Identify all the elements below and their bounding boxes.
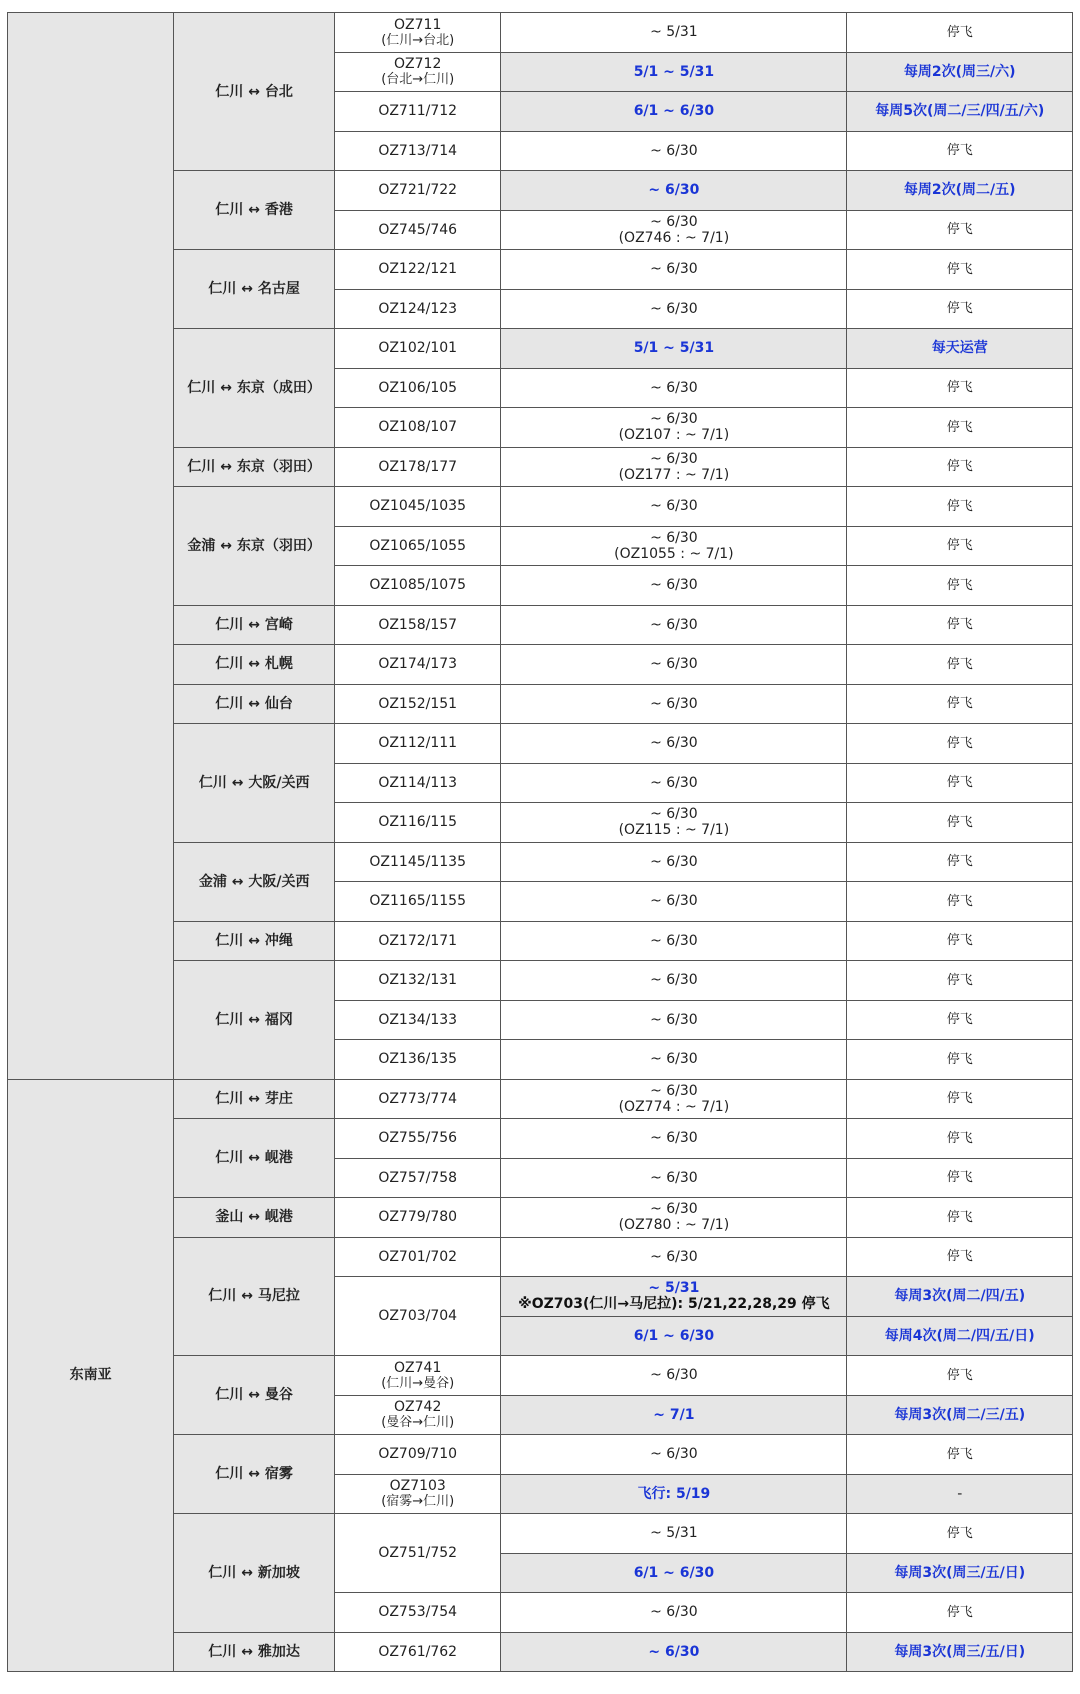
period-text: 6/1 ~ 6/30 [633, 1327, 715, 1344]
period-cell [501, 250, 847, 290]
period-cell [501, 408, 847, 448]
status-text: 每天运营 [931, 340, 988, 357]
status-cell [847, 1395, 1073, 1435]
flight-number: OZ178/177 [378, 458, 458, 475]
flight-number-cell [335, 210, 501, 250]
period-text: ~ 7/1 [653, 1406, 695, 1423]
period-text: ~ 6/30 [650, 1446, 698, 1463]
status-cell [847, 1000, 1073, 1040]
status-cell [847, 1435, 1073, 1475]
period-text: 6/1 ~ 6/30 [633, 1564, 715, 1581]
status-text: 停飞 [946, 1091, 973, 1107]
flight-number: OZ132/131 [378, 972, 458, 989]
period-cell [501, 1553, 847, 1593]
flight-number: OZ116/115 [378, 814, 458, 831]
period-cell [501, 526, 847, 566]
route-cell: 仁川 ↔ 东京（羽田） [174, 447, 335, 487]
period-text: ~ 6/30 [650, 853, 698, 870]
period-cell [501, 1158, 847, 1198]
flight-number-cell [335, 526, 501, 566]
route-cell: 仁川 ↔ 名古屋 [174, 250, 335, 329]
period-text: 飞行: 5/19 [637, 1485, 711, 1502]
flight-schedule-table [7, 12, 1073, 1672]
route-cell: 仁川 ↔ 马尼拉 [174, 1237, 335, 1356]
status-text: 每周4次(周二/四/五/日) [884, 1327, 1035, 1344]
status-cell [847, 566, 1073, 606]
period-text: ~ 5/31 [648, 1280, 700, 1297]
period-text: ~ 6/30 [650, 1367, 698, 1384]
flight-number: OZ753/754 [378, 1604, 458, 1621]
period-cell [501, 605, 847, 645]
period-text: ~ 6/30 [650, 261, 698, 278]
flight-number-cell [335, 645, 501, 685]
status-cell [847, 1474, 1073, 1514]
period-text: 5/1 ~ 5/31 [633, 63, 715, 80]
period-cell [501, 1040, 847, 1080]
flight-direction: (仁川→曼谷) [381, 1375, 455, 1391]
region-cell: 东南亚 [8, 1079, 174, 1672]
period-text: ~ 6/30 [650, 411, 698, 428]
flight-number-cell [335, 921, 501, 961]
route-cell: 仁川 ↔ 曼谷 [174, 1356, 335, 1435]
status-cell [847, 1356, 1073, 1396]
flight-number-cell [335, 1079, 501, 1119]
status-text: 停飞 [946, 1525, 973, 1541]
flight-number: OZ158/157 [378, 616, 458, 633]
period-cell [501, 961, 847, 1001]
status-cell [847, 487, 1073, 527]
flight-number-cell [335, 566, 501, 606]
status-cell [847, 408, 1073, 448]
period-text: ~ 6/30 [650, 972, 698, 989]
status-text: 停飞 [946, 893, 973, 909]
route-cell: 仁川 ↔ 香港 [174, 171, 335, 250]
flight-number-cell [335, 605, 501, 645]
flight-number: OZ172/171 [378, 932, 458, 949]
period-cell [501, 52, 847, 92]
flight-number: OZ112/111 [378, 735, 458, 752]
period-text: ~ 6/30 [650, 1169, 698, 1186]
flight-number: OZ1045/1035 [369, 498, 466, 515]
period-cell [501, 1435, 847, 1475]
status-text: 停飞 [946, 735, 973, 751]
flight-number-cell [335, 1514, 501, 1593]
period-cell [501, 1198, 847, 1238]
period-text: ~ 6/30 [650, 774, 698, 791]
flight-number: OZ741 [394, 1359, 442, 1376]
period-text: ~ 6/30 [650, 1604, 698, 1621]
status-text: 每周3次(周三/五/日) [894, 1643, 1026, 1660]
table-row [8, 1079, 1073, 1119]
status-text: 停飞 [946, 617, 973, 633]
period-cell [501, 566, 847, 606]
flight-number-cell [335, 171, 501, 211]
status-text: 每周2次(周三/六) [903, 63, 1016, 80]
status-text: 每周2次(周二/五) [903, 182, 1016, 199]
flight-number: OZ713/714 [378, 142, 458, 159]
period-cell [501, 921, 847, 961]
status-text: 停飞 [946, 1130, 973, 1146]
status-cell [847, 842, 1073, 882]
flight-number: OZ711 [394, 16, 442, 33]
flight-number-cell [335, 329, 501, 369]
period-cell [501, 1277, 847, 1317]
flight-direction: (台北→仁川) [381, 72, 455, 88]
flight-direction: (曼谷→仁川) [381, 1415, 455, 1431]
status-text: 停飞 [946, 1367, 973, 1383]
status-text: 每周5次(周二/三/四/五/六) [875, 103, 1045, 120]
period-text: ~ 6/30 [650, 577, 698, 594]
flight-number-cell [335, 52, 501, 92]
period-text: ~ 6/30 [650, 142, 698, 159]
status-cell [847, 605, 1073, 645]
status-text: 停飞 [946, 814, 973, 830]
status-text: 停飞 [946, 1012, 973, 1028]
flight-number: OZ7103 [389, 1478, 446, 1495]
status-cell [847, 131, 1073, 171]
period-text: ~ 6/30 [650, 695, 698, 712]
period-text: 5/1 ~ 5/31 [633, 340, 715, 357]
period-text: ~ 5/31 [650, 1525, 698, 1542]
status-text: 停飞 [946, 24, 973, 40]
period-cell [501, 724, 847, 764]
status-cell [847, 1316, 1073, 1356]
flight-number-cell [335, 842, 501, 882]
period-cell [501, 131, 847, 171]
status-cell [847, 526, 1073, 566]
period-cell [501, 1119, 847, 1159]
status-cell [847, 1632, 1073, 1672]
route-cell: 仁川 ↔ 福冈 [174, 961, 335, 1080]
period-cell [501, 368, 847, 408]
period-note: (OZ115 : ~ 7/1) [618, 822, 730, 839]
period-cell [501, 210, 847, 250]
status-text: 停飞 [946, 696, 973, 712]
flight-number-cell [335, 1632, 501, 1672]
period-note: (OZ1055 : ~ 7/1) [614, 545, 734, 562]
status-text: 每周3次(周三/五/日) [894, 1564, 1026, 1581]
period-cell [501, 447, 847, 487]
period-text: ~ 6/30 [650, 893, 698, 910]
route-cell: 仁川 ↔ 宿雾 [174, 1435, 335, 1514]
flight-number-cell [335, 763, 501, 803]
period-note: (OZ780 : ~ 7/1) [618, 1217, 730, 1234]
status-text: 停飞 [946, 1604, 973, 1620]
period-text: ~ 6/30 [650, 450, 698, 467]
status-cell [847, 447, 1073, 487]
flight-number: OZ1085/1075 [369, 577, 466, 594]
flight-number: OZ701/702 [378, 1248, 458, 1265]
status-text: 停飞 [946, 261, 973, 277]
flight-number: OZ1165/1155 [369, 893, 466, 910]
status-text: 停飞 [946, 1249, 973, 1265]
status-text: 停飞 [946, 419, 973, 435]
flight-number: OZ742 [394, 1399, 442, 1416]
status-cell [847, 13, 1073, 53]
region-cell [8, 13, 174, 1080]
period-text: 6/1 ~ 6/30 [633, 103, 715, 120]
status-text: 每周3次(周二/四/五) [894, 1288, 1026, 1305]
period-cell [501, 13, 847, 53]
route-cell: 仁川 ↔ 仙台 [174, 684, 335, 724]
status-cell [847, 1553, 1073, 1593]
status-cell [847, 250, 1073, 290]
flight-number-cell [335, 803, 501, 843]
flight-number-cell [335, 131, 501, 171]
flight-number: OZ1065/1055 [369, 537, 466, 554]
flight-number-cell [335, 961, 501, 1001]
status-cell [847, 52, 1073, 92]
period-text: ~ 6/30 [650, 656, 698, 673]
flight-number: OZ134/133 [378, 1011, 458, 1028]
flight-number-cell [335, 1000, 501, 1040]
table-row [8, 13, 1073, 53]
status-text: 停飞 [946, 972, 973, 988]
status-text: 停飞 [946, 380, 973, 396]
status-cell [847, 1198, 1073, 1238]
status-text: 停飞 [946, 538, 973, 554]
status-text: 停飞 [946, 656, 973, 672]
period-cell [501, 329, 847, 369]
status-cell [847, 1158, 1073, 1198]
flight-number-cell [335, 1277, 501, 1356]
route-cell: 仁川 ↔ 宫崎 [174, 605, 335, 645]
period-text: ~ 6/30 [650, 379, 698, 396]
period-cell [501, 645, 847, 685]
period-cell [501, 1632, 847, 1672]
flight-number: OZ108/107 [378, 419, 458, 436]
flight-number-cell [335, 724, 501, 764]
period-cell [501, 289, 847, 329]
status-cell [847, 1079, 1073, 1119]
flight-number: OZ721/722 [378, 182, 458, 199]
status-cell [847, 1237, 1073, 1277]
period-text: ~ 6/30 [648, 182, 700, 199]
period-cell [501, 487, 847, 527]
status-text: 停飞 [946, 459, 973, 475]
schedule-container [7, 12, 1073, 1672]
status-text: 停飞 [946, 301, 973, 317]
period-cell [501, 1474, 847, 1514]
flight-number: OZ1145/1135 [369, 853, 466, 870]
status-cell [847, 171, 1073, 211]
status-text: 停飞 [946, 775, 973, 791]
period-text: ~ 6/30 [650, 932, 698, 949]
route-cell: 仁川 ↔ 雅加达 [174, 1632, 335, 1672]
flight-number-cell [335, 1040, 501, 1080]
flight-number: OZ712 [394, 56, 442, 73]
flight-number-cell [335, 1158, 501, 1198]
period-cell [501, 684, 847, 724]
period-text: ~ 6/30 [650, 529, 698, 546]
flight-number: OZ174/173 [378, 656, 458, 673]
flight-number-cell [335, 1435, 501, 1475]
period-cell [501, 803, 847, 843]
status-cell [847, 92, 1073, 132]
status-cell [847, 882, 1073, 922]
flight-number-cell [335, 289, 501, 329]
flight-number: OZ136/135 [378, 1051, 458, 1068]
status-cell [847, 803, 1073, 843]
flight-number: OZ122/121 [378, 261, 458, 278]
status-cell [847, 1514, 1073, 1554]
route-cell: 仁川 ↔ 札幌 [174, 645, 335, 685]
status-text: 每周3次(周二/三/五) [894, 1406, 1026, 1423]
status-cell [847, 289, 1073, 329]
period-cell [501, 1079, 847, 1119]
route-cell: 仁川 ↔ 冲绳 [174, 921, 335, 961]
status-text: 停飞 [946, 498, 973, 514]
period-cell [501, 1514, 847, 1554]
status-cell [847, 1040, 1073, 1080]
flight-number: OZ761/762 [378, 1643, 458, 1660]
flight-number: OZ152/151 [378, 695, 458, 712]
route-cell: 仁川 ↔ 岘港 [174, 1119, 335, 1198]
flight-number-cell [335, 250, 501, 290]
status-cell [847, 684, 1073, 724]
status-text: 停飞 [946, 222, 973, 238]
period-text: ~ 6/30 [650, 1248, 698, 1265]
status-text: 停飞 [946, 1446, 973, 1462]
period-text: ~ 6/30 [650, 1130, 698, 1147]
period-text: ~ 6/30 [650, 616, 698, 633]
flight-number-cell [335, 13, 501, 53]
status-text: 停飞 [946, 1170, 973, 1186]
status-cell [847, 368, 1073, 408]
period-cell [501, 882, 847, 922]
flight-number-cell [335, 368, 501, 408]
period-cell [501, 842, 847, 882]
status-cell [847, 210, 1073, 250]
flight-number: OZ703/704 [378, 1308, 458, 1324]
route-cell: 仁川 ↔ 东京（成田） [174, 329, 335, 448]
flight-number: OZ755/756 [378, 1130, 458, 1147]
period-text: ~ 6/30 [650, 806, 698, 823]
period-text: ~ 6/30 [650, 213, 698, 230]
schedule-body [8, 13, 1073, 1672]
flight-number: OZ773/774 [378, 1090, 458, 1107]
period-text: ~ 6/30 [648, 1643, 700, 1660]
route-cell: 金浦 ↔ 大阪/关西 [174, 842, 335, 921]
flight-number-cell [335, 1356, 501, 1396]
flight-number: OZ711/712 [378, 103, 458, 120]
flight-number: OZ779/780 [378, 1209, 458, 1226]
route-cell: 仁川 ↔ 新加坡 [174, 1514, 335, 1633]
flight-number-cell [335, 1198, 501, 1238]
flight-number-cell [335, 408, 501, 448]
route-cell: 釜山 ↔ 岘港 [174, 1198, 335, 1238]
flight-number: OZ709/710 [378, 1446, 458, 1463]
flight-number-cell [335, 447, 501, 487]
period-text: ~ 6/30 [650, 1011, 698, 1028]
period-cell [501, 1000, 847, 1040]
period-text: ~ 6/30 [650, 1051, 698, 1068]
status-cell [847, 961, 1073, 1001]
flight-number-cell [335, 1237, 501, 1277]
period-cell [501, 171, 847, 211]
flight-direction: (宿雾→仁川) [381, 1494, 455, 1510]
period-note: (OZ774 : ~ 7/1) [618, 1098, 730, 1115]
status-text: 停飞 [946, 933, 973, 949]
flight-number-cell [335, 1474, 501, 1514]
period-text: ~ 6/30 [650, 498, 698, 515]
period-text: ~ 6/30 [650, 1082, 698, 1099]
status-cell [847, 1593, 1073, 1633]
period-cell [501, 1395, 847, 1435]
period-cell [501, 92, 847, 132]
period-cell [501, 1316, 847, 1356]
flight-number: OZ102/101 [378, 340, 458, 357]
period-text: ~ 6/30 [650, 1201, 698, 1218]
status-text: 停飞 [946, 577, 973, 593]
status-text: - [957, 1485, 963, 1502]
flight-number-cell [335, 684, 501, 724]
period-text: ~ 5/31 [650, 24, 698, 41]
status-cell [847, 645, 1073, 685]
flight-number: OZ757/758 [378, 1169, 458, 1186]
status-cell [847, 763, 1073, 803]
status-cell [847, 724, 1073, 764]
status-cell [847, 1119, 1073, 1159]
period-note: (OZ107 : ~ 7/1) [618, 427, 730, 444]
status-text: 停飞 [946, 143, 973, 159]
period-cell [501, 763, 847, 803]
flight-number: OZ114/113 [378, 774, 458, 791]
period-note: (OZ746 : ~ 7/1) [618, 229, 730, 246]
flight-number-cell [335, 1593, 501, 1633]
flight-number: OZ106/105 [378, 379, 458, 396]
period-cell [501, 1593, 847, 1633]
status-cell [847, 921, 1073, 961]
flight-number-cell [335, 1395, 501, 1435]
period-text: ~ 6/30 [650, 735, 698, 752]
period-text: ~ 6/30 [650, 300, 698, 317]
flight-number: OZ745/746 [378, 221, 458, 238]
status-text: 停飞 [946, 1051, 973, 1067]
route-cell: 仁川 ↔ 大阪/关西 [174, 724, 335, 843]
route-cell: 仁川 ↔ 芽庄 [174, 1079, 335, 1119]
flight-number: OZ751/752 [378, 1545, 458, 1561]
flight-number-cell [335, 882, 501, 922]
route-cell: 金浦 ↔ 东京（羽田） [174, 487, 335, 606]
flight-number-cell [335, 92, 501, 132]
period-cell [501, 1356, 847, 1396]
flight-direction: (仁川→台北) [381, 32, 455, 48]
status-cell [847, 1277, 1073, 1317]
route-cell: 仁川 ↔ 台北 [174, 13, 335, 171]
status-text: 停飞 [946, 1209, 973, 1225]
period-note: (OZ177 : ~ 7/1) [618, 466, 730, 483]
period-cell [501, 1237, 847, 1277]
status-text: 停飞 [946, 854, 973, 870]
flight-number-cell [335, 487, 501, 527]
flight-number-cell [335, 1119, 501, 1159]
status-cell [847, 329, 1073, 369]
period-note: ※OZ703(仁川→马尼拉): 5/21,22,28,29 停飞 [518, 1296, 830, 1313]
flight-number: OZ124/123 [378, 300, 458, 317]
